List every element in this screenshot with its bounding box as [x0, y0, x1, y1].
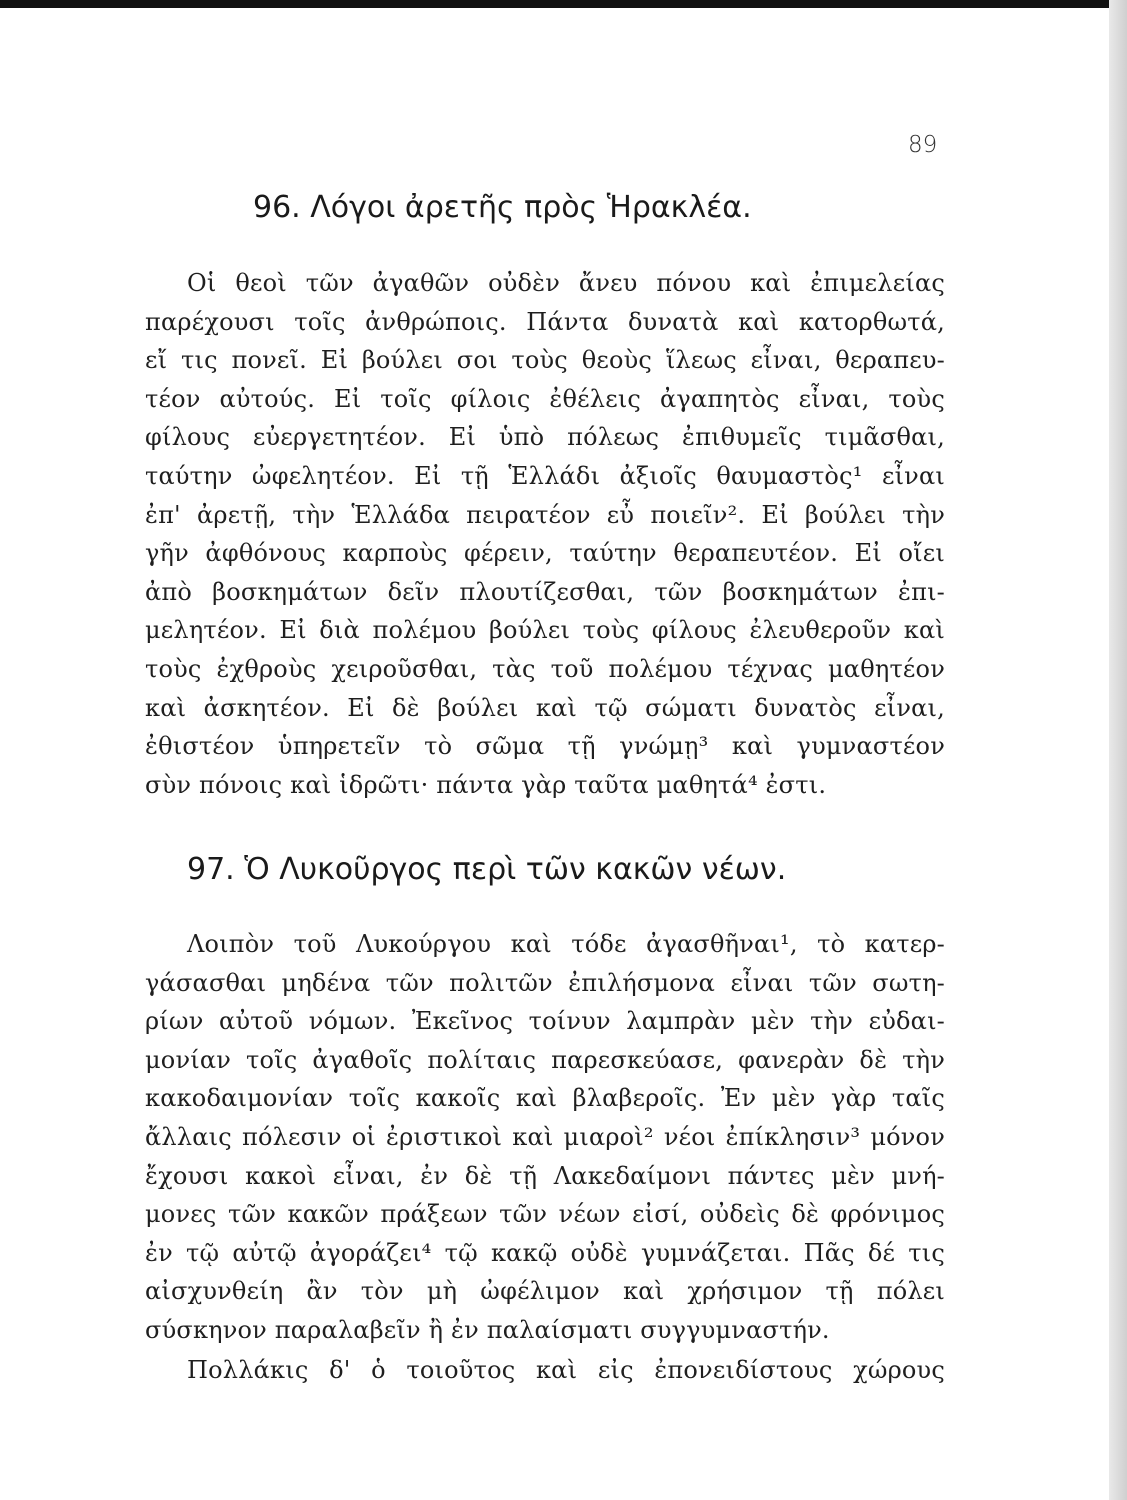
- text-line: τοὺς ἐχθροὺς χειροῦσθαι, τὰς τοῦ πολέμου τέχνας μαθητέον: [145, 654, 945, 683]
- text-line: παρέχουσι τοῖς ἀνθρώποις. Πάντα δυνατὰ καὶ κατορθωτά,: [145, 307, 945, 336]
- text-line: ἐθιστέον ὑπηρετεῖν τὸ σῶμα τῇ γνώμῃ³ καὶ γυμναστέον: [145, 732, 945, 761]
- text-line: τέον αὐτούς. Εἰ τοῖς φίλοις ἐθέλεις ἀγαπητὸς εἶναι, τοὺς: [145, 384, 945, 413]
- text-line: γάσασθαι μηδένα τῶν πολιτῶν ἐπιλήσμονα εἶναι τῶν σωτη-: [145, 968, 945, 997]
- text-line: εἴ τις πονεῖ. Εἰ βούλει σοι τοὺς θεοὺς ἵλεως εἶναι, θεραπευ-: [145, 346, 945, 375]
- text-line: ἀπὸ βοσκημάτων δεῖν πλουτίζεσθαι, τῶν βοσκημάτων ἐπι-: [145, 577, 945, 606]
- text-line: Πολλάκις δ' ὁ τοιοῦτος καὶ εἰς ἐπονειδίστους χώρους: [187, 1356, 945, 1384]
- text-line: φίλους εὐεργετητέον. Εἰ ὑπὸ πόλεως ἐπιθυμεῖς τιμᾶσθαι,: [145, 423, 945, 452]
- section-97-paragraph-continued: [145, 1351, 945, 1390]
- text-line: σὺν πόνοις καὶ ἱδρῶτι· πάντα γὰρ ταῦτα μαθητά⁴ ἐστι.: [145, 770, 827, 799]
- text-line: κακοδαιμονίαν τοῖς κακοῖς καὶ βλαβεροῖς. Ἐν μὲν γὰρ ταῖς: [145, 1084, 945, 1113]
- text-line: μονες τῶν κακῶν πράξεων τῶν νέων εἰσί, οὐδεὶς δὲ φρόνιμος: [145, 1200, 945, 1229]
- text-line: γῆν ἀφθόνους καρποὺς φέρειν, ταύτην θεραπευτέον. Εἰ οἴει: [145, 539, 945, 568]
- text-line: καὶ ἀσκητέον. Εἰ δὲ βούλει καὶ τῷ σώματι δυνατὸς εἶναι,: [145, 693, 945, 722]
- text-line: μονίαν τοῖς ἀγαθοῖς πολίταις παρεσκεύασε, φανερὰν δὲ τὴν: [145, 1045, 945, 1074]
- text-line: ἔχουσι κακοὶ εἶναι, ἐν δὲ τῇ Λακεδαίμονι πάντες μὲν μνή-: [145, 1161, 945, 1190]
- text-line: μελητέον. Εἰ διὰ πολέμου βούλει τοὺς φίλους ἐλευθεροῦν καὶ: [145, 616, 945, 645]
- page-right-edge: [1109, 0, 1127, 1500]
- section-97-paragraph: [145, 925, 945, 1350]
- page-number: 89: [908, 132, 938, 158]
- text-line: ταύτην ὠφελητέον. Εἰ τῇ Ἑλλάδι ἀξιοῖς θαυμαστὸς¹ εἶναι: [145, 461, 945, 490]
- text-line: ἐπ' ἀρετῇ, τὴν Ἑλλάδα πειρατέον εὖ ποιεῖν². Εἰ βούλει τὴν: [145, 500, 945, 529]
- text-line: ἄλλαις πόλεσιν οἱ ἐριστικοὶ καὶ μιαροὶ² νέοι ἐπίκλησιν³ μόνον: [145, 1122, 945, 1151]
- section-96-paragraph: [145, 264, 945, 804]
- text-line: αἰσχυνθείη ἂν τὸν μὴ ὠφέλιμον καὶ χρήσιμον τῇ πόλει: [145, 1277, 945, 1306]
- section-96-heading: 96. Λόγοι ἀρετῆς πρὸς Ἡρακλέα.: [253, 190, 752, 225]
- text-line: Λοιπὸν τοῦ Λυκούργου καὶ τόδε ἀγασθῆναι¹, τὸ κατερ-: [187, 930, 945, 958]
- text-line: ἐν τῷ αὐτῷ ἀγοράζει⁴ τῷ κακῷ οὐδὲ γυμνάζεται. Πᾶς δέ τις: [145, 1238, 945, 1267]
- text-line: ρίων αὐτοῦ νόμων. Ἐκεῖνος τοίνυν λαμπρὰν μὲν τὴν εὐδαι-: [145, 1007, 945, 1036]
- page-top-edge: [0, 0, 1127, 8]
- section-97-heading: 97. Ὁ Λυκοῦργος περὶ τῶν κακῶν νέων.: [187, 852, 787, 887]
- text-line: Οἱ θεοὶ τῶν ἀγαθῶν οὐδὲν ἄνευ πόνου καὶ ἐπιμελείας: [187, 269, 945, 297]
- text-line: σύσκηνον παραλαβεῖν ἢ ἐν παλαίσματι συγγυμναστήν.: [145, 1315, 830, 1344]
